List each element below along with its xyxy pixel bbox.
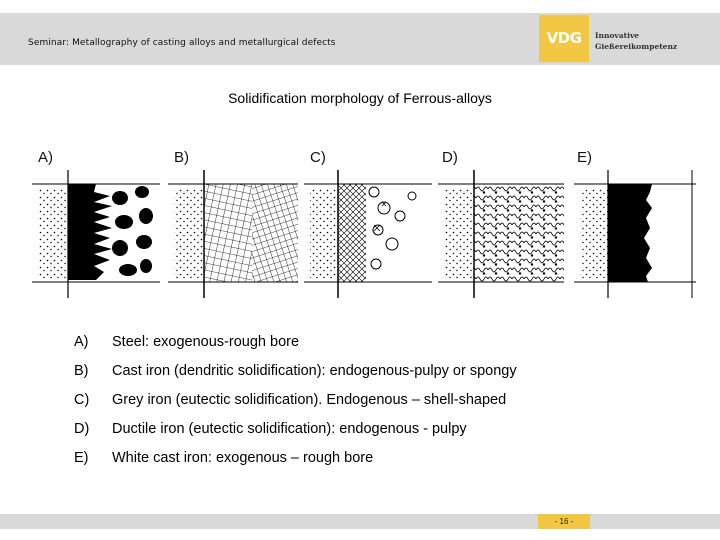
logo-text: VDG — [546, 29, 582, 47]
vdg-logo — [539, 15, 589, 62]
legend-item-d — [74, 421, 694, 441]
panel-a-drawing — [32, 170, 160, 298]
panel-e-drawing — [574, 170, 696, 298]
page-number: - 16 - — [538, 514, 590, 529]
slide-title: Solidification morphology of Ferrous-alloys — [228, 90, 492, 106]
panel-c-drawing — [304, 170, 432, 298]
legend-letter: A) — [74, 334, 89, 350]
logo-tagline-1: Innovative — [595, 31, 640, 40]
solidification-figure — [32, 140, 702, 302]
legend-letter: C) — [74, 392, 90, 408]
panel-d-drawing — [438, 170, 564, 298]
panel-b-drawing — [168, 170, 298, 298]
logo-tagline-2: Gießereikompetenz — [595, 42, 678, 51]
panel-label-a: A) — [38, 149, 53, 166]
footer-bar — [0, 514, 720, 529]
legend-item-e — [74, 450, 694, 470]
legend-text: Cast iron (dendritic solidification): endogenous-pulpy or spongy — [112, 363, 517, 379]
panel-label-b: B) — [174, 149, 189, 166]
panel-label-c: C) — [310, 149, 326, 166]
legend-letter: B) — [74, 363, 89, 379]
legend-item-c — [74, 392, 694, 412]
legend-text: Ductile iron (eutectic solidification): endogenous - pulpy — [112, 421, 467, 437]
legend-text: Steel: exogenous-rough bore — [112, 334, 300, 350]
panel-label-e: E) — [577, 149, 592, 166]
panel-label-d: D) — [442, 149, 458, 166]
legend-item-a — [74, 334, 694, 354]
legend-letter: E) — [74, 450, 89, 466]
legend-text: White cast iron: exogenous – rough bore — [112, 450, 374, 466]
legend-letter: D) — [74, 421, 90, 437]
legend-text: Grey iron (eutectic solidification). Endogenous – shell-shaped — [112, 392, 507, 408]
seminar-title: Seminar: Metallography of casting alloys and metallurgical defects — [28, 38, 336, 48]
legend-item-b — [74, 363, 694, 383]
figure-drawing — [32, 140, 702, 302]
